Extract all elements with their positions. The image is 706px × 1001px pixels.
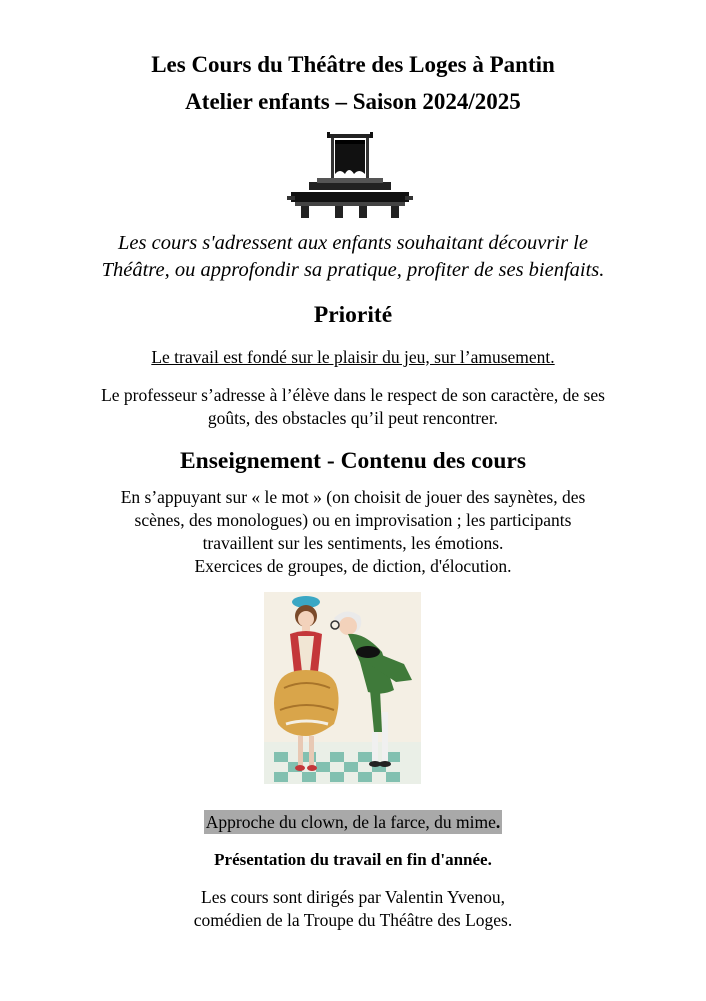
intro-line-2: Théâtre, ou approfondir sa pratique, profiter de ses bienfaits. <box>101 259 605 281</box>
priorite-para-line-1: Le professeur s’adresse à l’élève dans le respect de son caractère, de ses <box>101 385 605 405</box>
highlight-text <box>204 810 502 834</box>
heading-enseignement: Enseignement - Contenu des cours <box>180 448 526 474</box>
enseignement-line-1: En s’appuyant sur « le mot » (on choisit de jouer des saynètes, des <box>120 487 586 507</box>
highlight-line <box>0 811 706 834</box>
intro-line-1: Les cours s'adressent aux enfants souhaitant découvrir le <box>118 232 588 254</box>
title-line-2: Atelier enfants – Saison 2024/2025 <box>185 89 521 114</box>
director-line-1: Les cours sont dirigés par Valentin Yvenou, <box>201 887 505 907</box>
enseignement-line-2: scènes, des monologues) ou en improvisation ; les participants <box>134 510 572 530</box>
highlight-main-text: Approche du clown, de la farce, du mime <box>205 812 496 832</box>
priorite-underlined-text: Le travail est fondé sur le plaisir du jeu, sur l’amusement. <box>151 347 555 367</box>
heading-priorite: Priorité <box>313 302 393 328</box>
priorite-underlined-line <box>0 346 706 369</box>
priorite-para-line-2: goûts, des obstacles qu’il peut rencontrer. <box>207 408 499 428</box>
vintage-children-costume-illustration <box>264 592 421 784</box>
director-line-2: comédien de la Troupe du Théâtre des Loges. <box>193 910 513 930</box>
title-line-1: Les Cours du Théâtre des Loges à Pantin <box>151 52 555 77</box>
enseignement-line-3: travaillent sur les sentiments, les émotions. <box>202 533 504 553</box>
presentation-line: Présentation du travail en fin d'année. <box>214 850 492 869</box>
theater-stage-icon <box>287 132 413 220</box>
highlight-period: . <box>495 812 501 832</box>
enseignement-line-4: Exercices de groupes, de diction, d'élocution. <box>194 556 512 576</box>
